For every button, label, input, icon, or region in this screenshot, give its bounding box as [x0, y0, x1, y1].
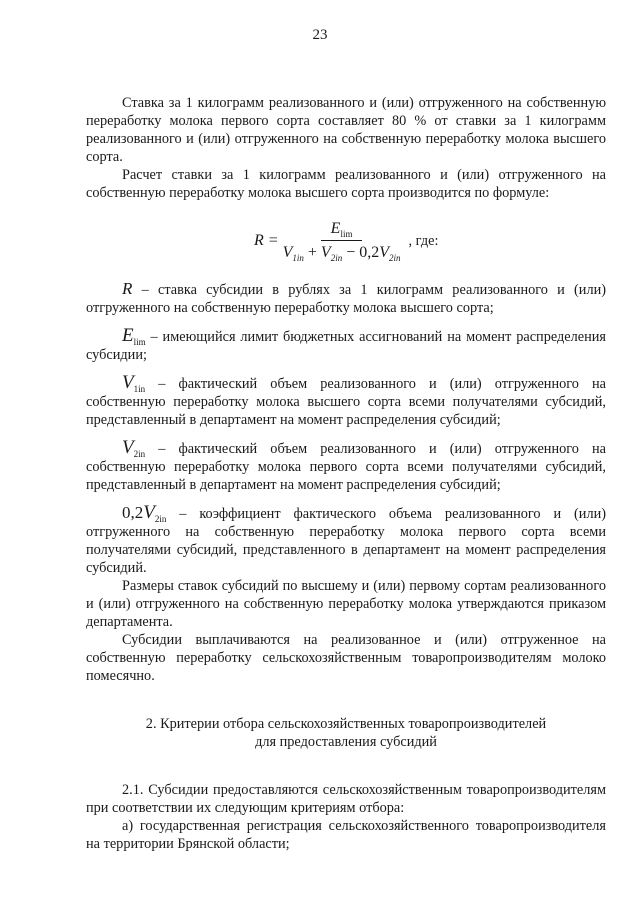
k-subscript: 2in	[154, 513, 167, 524]
definition-r	[86, 280, 606, 317]
definition-coefficient	[86, 504, 606, 577]
v1-symbol: V	[122, 372, 134, 393]
paragraph-2-1: 2.1. Субсидии предоставляются сельскохозяйственным товаропроизводителям при соответствии их следующим критериям отбора:	[86, 782, 606, 816]
numerator-subscript: lim	[340, 229, 353, 240]
den-v3: V	[379, 244, 390, 261]
formula-suffix: , где:	[408, 233, 439, 249]
den-v1-sub: 1in	[292, 253, 304, 264]
v2-subscript: 2in	[133, 448, 146, 459]
e-symbol: E	[122, 325, 134, 346]
den-minus: − 0,2	[342, 244, 380, 261]
section-title-line2: для предоставления субсидий	[255, 734, 437, 750]
k-symbol: V	[143, 502, 155, 523]
e-subscript: lim	[133, 336, 146, 347]
den-v1: V	[282, 244, 293, 261]
r-symbol: R	[122, 279, 133, 298]
paragraph-rate-calculation: Расчет ставки за 1 килограмм реализованного и (или) отгруженного на собственную переработку молока высшего сорта производится по формуле:	[86, 167, 606, 201]
k-prefix: 0,2	[122, 503, 144, 522]
v1-text: – фактический объем реализованного и (или) отгруженного на собственную переработку молока высшего сорта всеми получателями субсидий, представленный в департамент на момент распределения субсидий;	[86, 376, 606, 428]
den-v2-sub: 2in	[330, 253, 343, 264]
rate-formula	[254, 220, 438, 262]
formula-block	[86, 202, 606, 280]
section-title	[86, 715, 606, 751]
v1-subscript: 1in	[133, 383, 146, 394]
den-v2: V	[320, 244, 331, 261]
formula-numerator	[321, 220, 363, 241]
v2-symbol: V	[122, 437, 134, 458]
den-v3-sub: 2in	[389, 253, 401, 264]
formula-fraction	[283, 220, 401, 262]
paragraph-rate-approval: Размеры ставок субсидий по высшему и (или) первому сортам реализованного и (или) отгруженного на собственную переработку молока утверждаются приказом департамента.	[86, 578, 606, 630]
document-body	[86, 94, 606, 853]
r-text: – ставка субсидии в рублях за 1 килограмм реализованного и (или) отгруженного на собственную переработку молока высшего сорта;	[86, 282, 606, 316]
definition-v1	[86, 374, 606, 429]
page-number: 23	[312, 27, 328, 43]
criterion-a: а) государственная регистрация сельскохозяйственного товаропроизводителя на территории Брянской области;	[86, 818, 606, 852]
paragraph-monthly-payment: Субсидии выплачиваются на реализованное и (или) отгруженное на собственную переработку сельскохозяйственным товаропроизводителям молоко помесячно.	[86, 632, 606, 684]
den-plus: +	[303, 244, 321, 261]
numerator-symbol: E	[330, 220, 341, 237]
definition-v2	[86, 439, 606, 494]
paragraph-rate-first-grade: Ставка за 1 килограмм реализованного и (или) отгруженного на собственную переработку молока первого сорта составляет 80 % от ставки за 1 килограмм реализованного и (или) отгруженного на собственную переработку молока высшего сорта.	[86, 95, 606, 165]
formula-denominator	[283, 241, 401, 262]
e-text: – имеющийся лимит бюджетных ассигнований на момент распределения субсидии;	[86, 329, 606, 363]
v2-text: – фактический объем реализованного и (или) отгруженного на собственную переработку молока первого сорта всеми получателями субсидий, представленный в департамент на момент распределения субсидий;	[86, 441, 606, 493]
definition-e	[86, 327, 606, 364]
k-text: – коэффициент фактического объема реализованного и (или) отгруженного на собственную переработку молока первого сорта всеми получателями субсидий, представленного в департамент на момент распределения субсидий.	[86, 506, 606, 576]
section-title-line1: 2. Критерии отбора сельскохозяйственных товаропроизводителей	[145, 716, 547, 732]
formula-lhs: R =	[254, 232, 279, 249]
